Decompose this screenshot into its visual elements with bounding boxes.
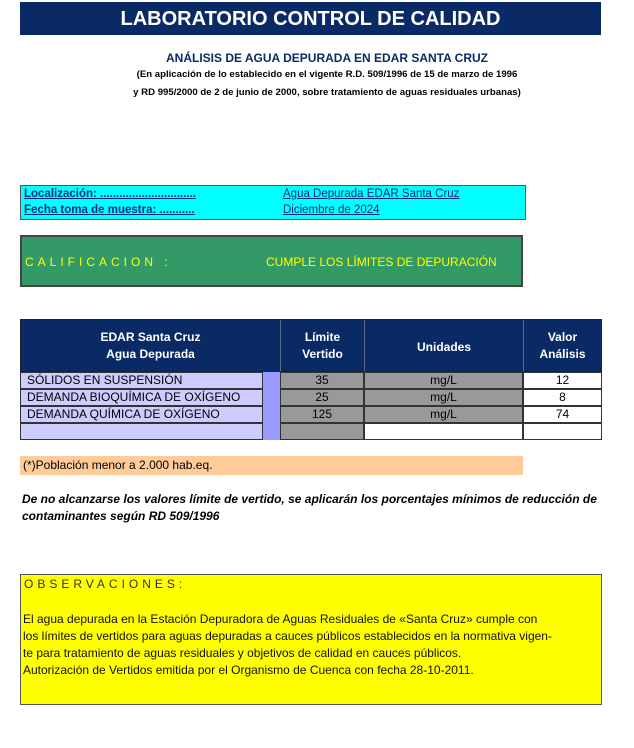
table-row	[20, 389, 602, 406]
analysis-value[interactable]: 74	[523, 406, 602, 423]
warning-text: De no alcanzarse los valores límite de vertido, se aplicarán los porcentajes mínimos de reducción de contaminantes según RD 509/1996	[22, 492, 597, 523]
observations-line-2: los límites de vertidos para aguas depuradas a cauces públicos establecidos en la normativa vigen-	[23, 629, 552, 643]
location-label: Localización: ..............................	[24, 188, 196, 200]
analysis-value[interactable]: 8	[523, 389, 602, 406]
name-shade-cell	[263, 406, 280, 423]
parameter-name[interactable]	[20, 423, 263, 440]
legal-note-line-1: (En aplicación de lo establecido en el vigente R.D. 509/1996 de 15 de marzo de 1996	[136, 69, 518, 80]
header-limit-line-1: Límite	[304, 329, 341, 344]
header-limit-line-2: Vertido	[302, 346, 343, 361]
location-value[interactable]: Agua Depurada EDAR Santa Cruz	[283, 188, 460, 200]
analysis-value[interactable]	[523, 423, 602, 440]
calification-box	[20, 235, 523, 287]
table-row	[20, 423, 602, 440]
limit-value[interactable]: 35	[280, 372, 364, 389]
observations-text	[23, 611, 601, 679]
observations-line-1: El agua depurada en la Estación Depuradora de Aguas Residuales de «Santa Cruz» cumple con	[23, 612, 538, 626]
table-row	[20, 372, 602, 389]
header-units-cell: Unidades	[365, 320, 524, 371]
population-note: (*)Población menor a 2.000 hab.eq.	[20, 456, 523, 475]
calification-value: CUMPLE LOS LÍMITES DE DEPURACIÓN	[266, 255, 497, 269]
parameter-name[interactable]: DEMANDA BIOQUÍMICA DE OXÍGENO	[20, 389, 263, 406]
report-subtitle: ANÁLISIS DE AGUA DEPURADA EN EDAR SANTA CRUZ	[165, 51, 488, 65]
analysis-value[interactable]: 12	[523, 372, 602, 389]
parameter-name[interactable]: SÓLIDOS EN SUSPENSIÓN	[20, 372, 263, 389]
header-name-line-1: EDAR Santa Cruz	[100, 329, 201, 344]
limit-value[interactable]: 25	[280, 389, 364, 406]
units-value[interactable]	[364, 423, 523, 440]
observations-box	[20, 574, 602, 705]
header-value-cell	[524, 320, 601, 371]
name-shade-cell	[263, 372, 280, 389]
legal-note-line-2: y RD 995/2000 de 2 de junio de 2000, sobre tratamiento de aguas residuales urbanas)	[133, 87, 521, 98]
limit-value[interactable]: 125	[280, 406, 364, 423]
observations-line-3: te para tratamiento de aguas residuales y objetivos de calidad en cauces públicos.	[23, 646, 462, 660]
observations-line-4: Autorización de Vertidos emitida por el Organismo de Cuenca con fecha 28-10-2011.	[23, 663, 474, 677]
name-shade-cell	[263, 389, 280, 406]
observations-title: OBSERVACIONES:	[24, 577, 187, 591]
sample-date-label: Fecha toma de muestra: ...........	[24, 204, 195, 216]
results-table-header	[20, 319, 602, 372]
units-value[interactable]: mg/L	[364, 389, 523, 406]
location-box	[20, 185, 526, 220]
units-value[interactable]: mg/L	[364, 406, 523, 423]
results-table-body	[20, 372, 602, 439]
header-value-line-2: Análisis	[539, 346, 586, 361]
limit-value[interactable]	[280, 423, 364, 440]
header-limit-cell	[281, 320, 365, 371]
units-value[interactable]: mg/L	[364, 372, 523, 389]
table-row	[20, 406, 602, 423]
calification-label: CALIFICACION :	[25, 255, 172, 269]
header-value-line-1: Valor	[547, 329, 578, 344]
sample-date-value[interactable]: Diciembre de 2024	[283, 204, 380, 216]
header-name-line-2: Agua Depurada	[106, 346, 195, 361]
header-name-cell	[21, 320, 281, 371]
report-title: LABORATORIO CONTROL DE CALIDAD	[20, 2, 601, 35]
parameter-name[interactable]: DEMANDA QUÍMICA DE OXÍGENO	[20, 406, 263, 423]
name-shade-cell	[263, 423, 280, 440]
